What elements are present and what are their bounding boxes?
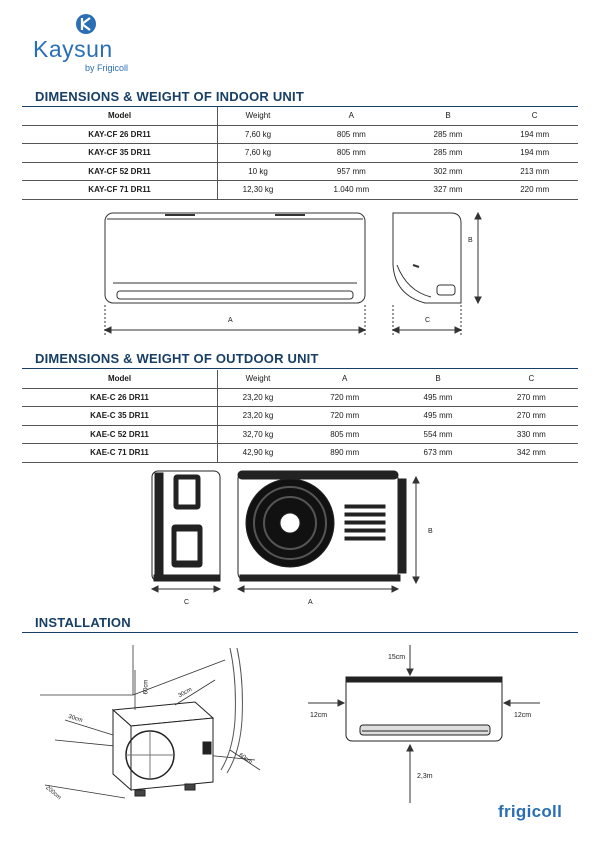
- col-header-c: C: [485, 370, 578, 388]
- indoor-label-c: C: [425, 317, 431, 324]
- cell-weight: 42,90 kg: [218, 444, 299, 463]
- dimension-line-a-outdoor: [238, 586, 398, 592]
- outdoor-installation-drawing: [25, 640, 275, 820]
- outdoor-front-view: [238, 471, 406, 581]
- cell-weight: 12,30 kg: [218, 181, 299, 200]
- col-header-weight: Weight: [218, 370, 299, 388]
- indoor-heading: DIMENSIONS & WEIGHT OF INDOOR UNIT: [35, 89, 304, 104]
- indoor-label-a: A: [228, 317, 233, 324]
- cell-a: 805 mm: [336, 129, 366, 139]
- cell-model: KAE-C 52 DR11: [90, 429, 149, 439]
- cell-b: 495 mm: [423, 392, 453, 402]
- indoor-side-view: [393, 213, 461, 303]
- cell-c: 220 mm: [520, 185, 550, 195]
- outdoor-label-a: A: [308, 599, 313, 606]
- cell-model: KAY-CF 52 DR11: [88, 166, 151, 176]
- cell-a: 805 mm: [336, 148, 366, 158]
- table-row: [22, 425, 578, 444]
- clearance-label-top: 60cm: [143, 679, 150, 695]
- logo-subtitle: by Frigicoll: [85, 63, 129, 73]
- col-header-a: A: [298, 370, 391, 388]
- outdoor-unit-drawing: [140, 465, 460, 610]
- table-row: [22, 144, 578, 163]
- dimension-line-a: [105, 305, 365, 335]
- dimension-line-c-outdoor: [152, 586, 220, 592]
- table-row: [22, 388, 578, 407]
- clearance-label-back: 30cm: [177, 686, 194, 700]
- cell-a: 1.040 mm: [333, 185, 370, 195]
- cell-b: 285 mm: [433, 148, 463, 158]
- outdoor-heading-rule: [22, 368, 578, 369]
- indoor-clearance-bottom: 2,3m: [417, 773, 433, 780]
- indoor-front-view: [105, 213, 365, 303]
- dimension-line-b: [475, 213, 481, 303]
- indoor-clearance-left: 12cm: [310, 712, 328, 719]
- cell-c: 213 mm: [520, 166, 550, 176]
- indoor-unit-drawing: [95, 205, 495, 340]
- outdoor-side-view: [152, 471, 220, 581]
- kaysun-logo: [30, 14, 150, 78]
- cell-weight: 7,60 kg: [218, 125, 299, 144]
- indoor-clearance-top: 15cm: [388, 654, 406, 661]
- indoor-label-b: B: [468, 237, 473, 244]
- indoor-clearance-right: 12cm: [514, 712, 532, 719]
- cell-c: 270 mm: [516, 392, 546, 402]
- cell-c: 270 mm: [516, 411, 546, 421]
- cell-a: 957 mm: [336, 166, 366, 176]
- cell-b: 327 mm: [433, 185, 463, 195]
- cell-weight: 23,20 kg: [218, 388, 299, 407]
- indoor-installation-drawing: [300, 645, 550, 810]
- outdoor-label-c: C: [184, 599, 190, 606]
- frigicoll-footer-logo: frigicoll: [498, 802, 563, 821]
- cell-a: 720 mm: [330, 411, 360, 421]
- outdoor-label-b: B: [428, 528, 433, 535]
- table-row: [22, 162, 578, 181]
- cell-weight: 32,70 kg: [218, 425, 299, 444]
- cell-weight: 10 kg: [218, 162, 299, 181]
- installation-heading: INSTALLATION: [35, 615, 131, 630]
- cell-b: 554 mm: [423, 429, 453, 439]
- cell-weight: 7,60 kg: [218, 144, 299, 163]
- clearance-label-right: 60cm: [237, 752, 254, 766]
- col-header-b: B: [391, 370, 484, 388]
- cell-b: 302 mm: [433, 166, 463, 176]
- cell-model: KAY-CF 71 DR11: [88, 185, 151, 195]
- table-header-row: [22, 370, 578, 388]
- indoor-spec-table: [22, 107, 578, 200]
- indoor-unit-front: [346, 677, 502, 741]
- outdoor-unit-iso: [113, 702, 213, 796]
- cell-b: 285 mm: [433, 129, 463, 139]
- cell-model: KAE-C 26 DR11: [90, 392, 149, 402]
- cell-c: 342 mm: [516, 448, 546, 458]
- cell-weight: 23,20 kg: [218, 407, 299, 426]
- col-header-model: Model: [22, 370, 218, 388]
- cell-model: KAY-CF 26 DR11: [88, 129, 151, 139]
- table-row: [22, 181, 578, 200]
- cell-b: 495 mm: [423, 411, 453, 421]
- col-header-b: B: [405, 107, 492, 125]
- col-header-weight: Weight: [218, 107, 299, 125]
- cell-a: 890 mm: [330, 448, 360, 458]
- cell-c: 194 mm: [520, 129, 550, 139]
- table-row: [22, 407, 578, 426]
- cell-a: 720 mm: [330, 392, 360, 402]
- table-header-row: [22, 107, 578, 125]
- cell-c: 194 mm: [520, 148, 550, 158]
- col-header-c: C: [491, 107, 578, 125]
- table-row: [22, 125, 578, 144]
- cell-c: 330 mm: [516, 429, 546, 439]
- outdoor-heading: DIMENSIONS & WEIGHT OF OUTDOOR UNIT: [35, 351, 319, 366]
- cell-a: 805 mm: [330, 429, 360, 439]
- cell-model: KAY-CF 35 DR11: [88, 148, 151, 158]
- cell-model: KAE-C 71 DR11: [90, 448, 149, 458]
- col-header-a: A: [298, 107, 405, 125]
- cell-model: KAE-C 35 DR11: [90, 411, 149, 421]
- cell-b: 673 mm: [423, 448, 453, 458]
- installation-heading-rule: [22, 632, 578, 633]
- outdoor-spec-table: [22, 370, 578, 463]
- col-header-model: Model: [22, 107, 218, 125]
- clearance-label-left: 30cm: [67, 713, 84, 725]
- table-row: [22, 444, 578, 463]
- logo-wordmark: Kaysun: [33, 36, 113, 62]
- clearance-label-front: 200cm: [44, 784, 62, 802]
- dimension-line-b-outdoor: [413, 477, 419, 583]
